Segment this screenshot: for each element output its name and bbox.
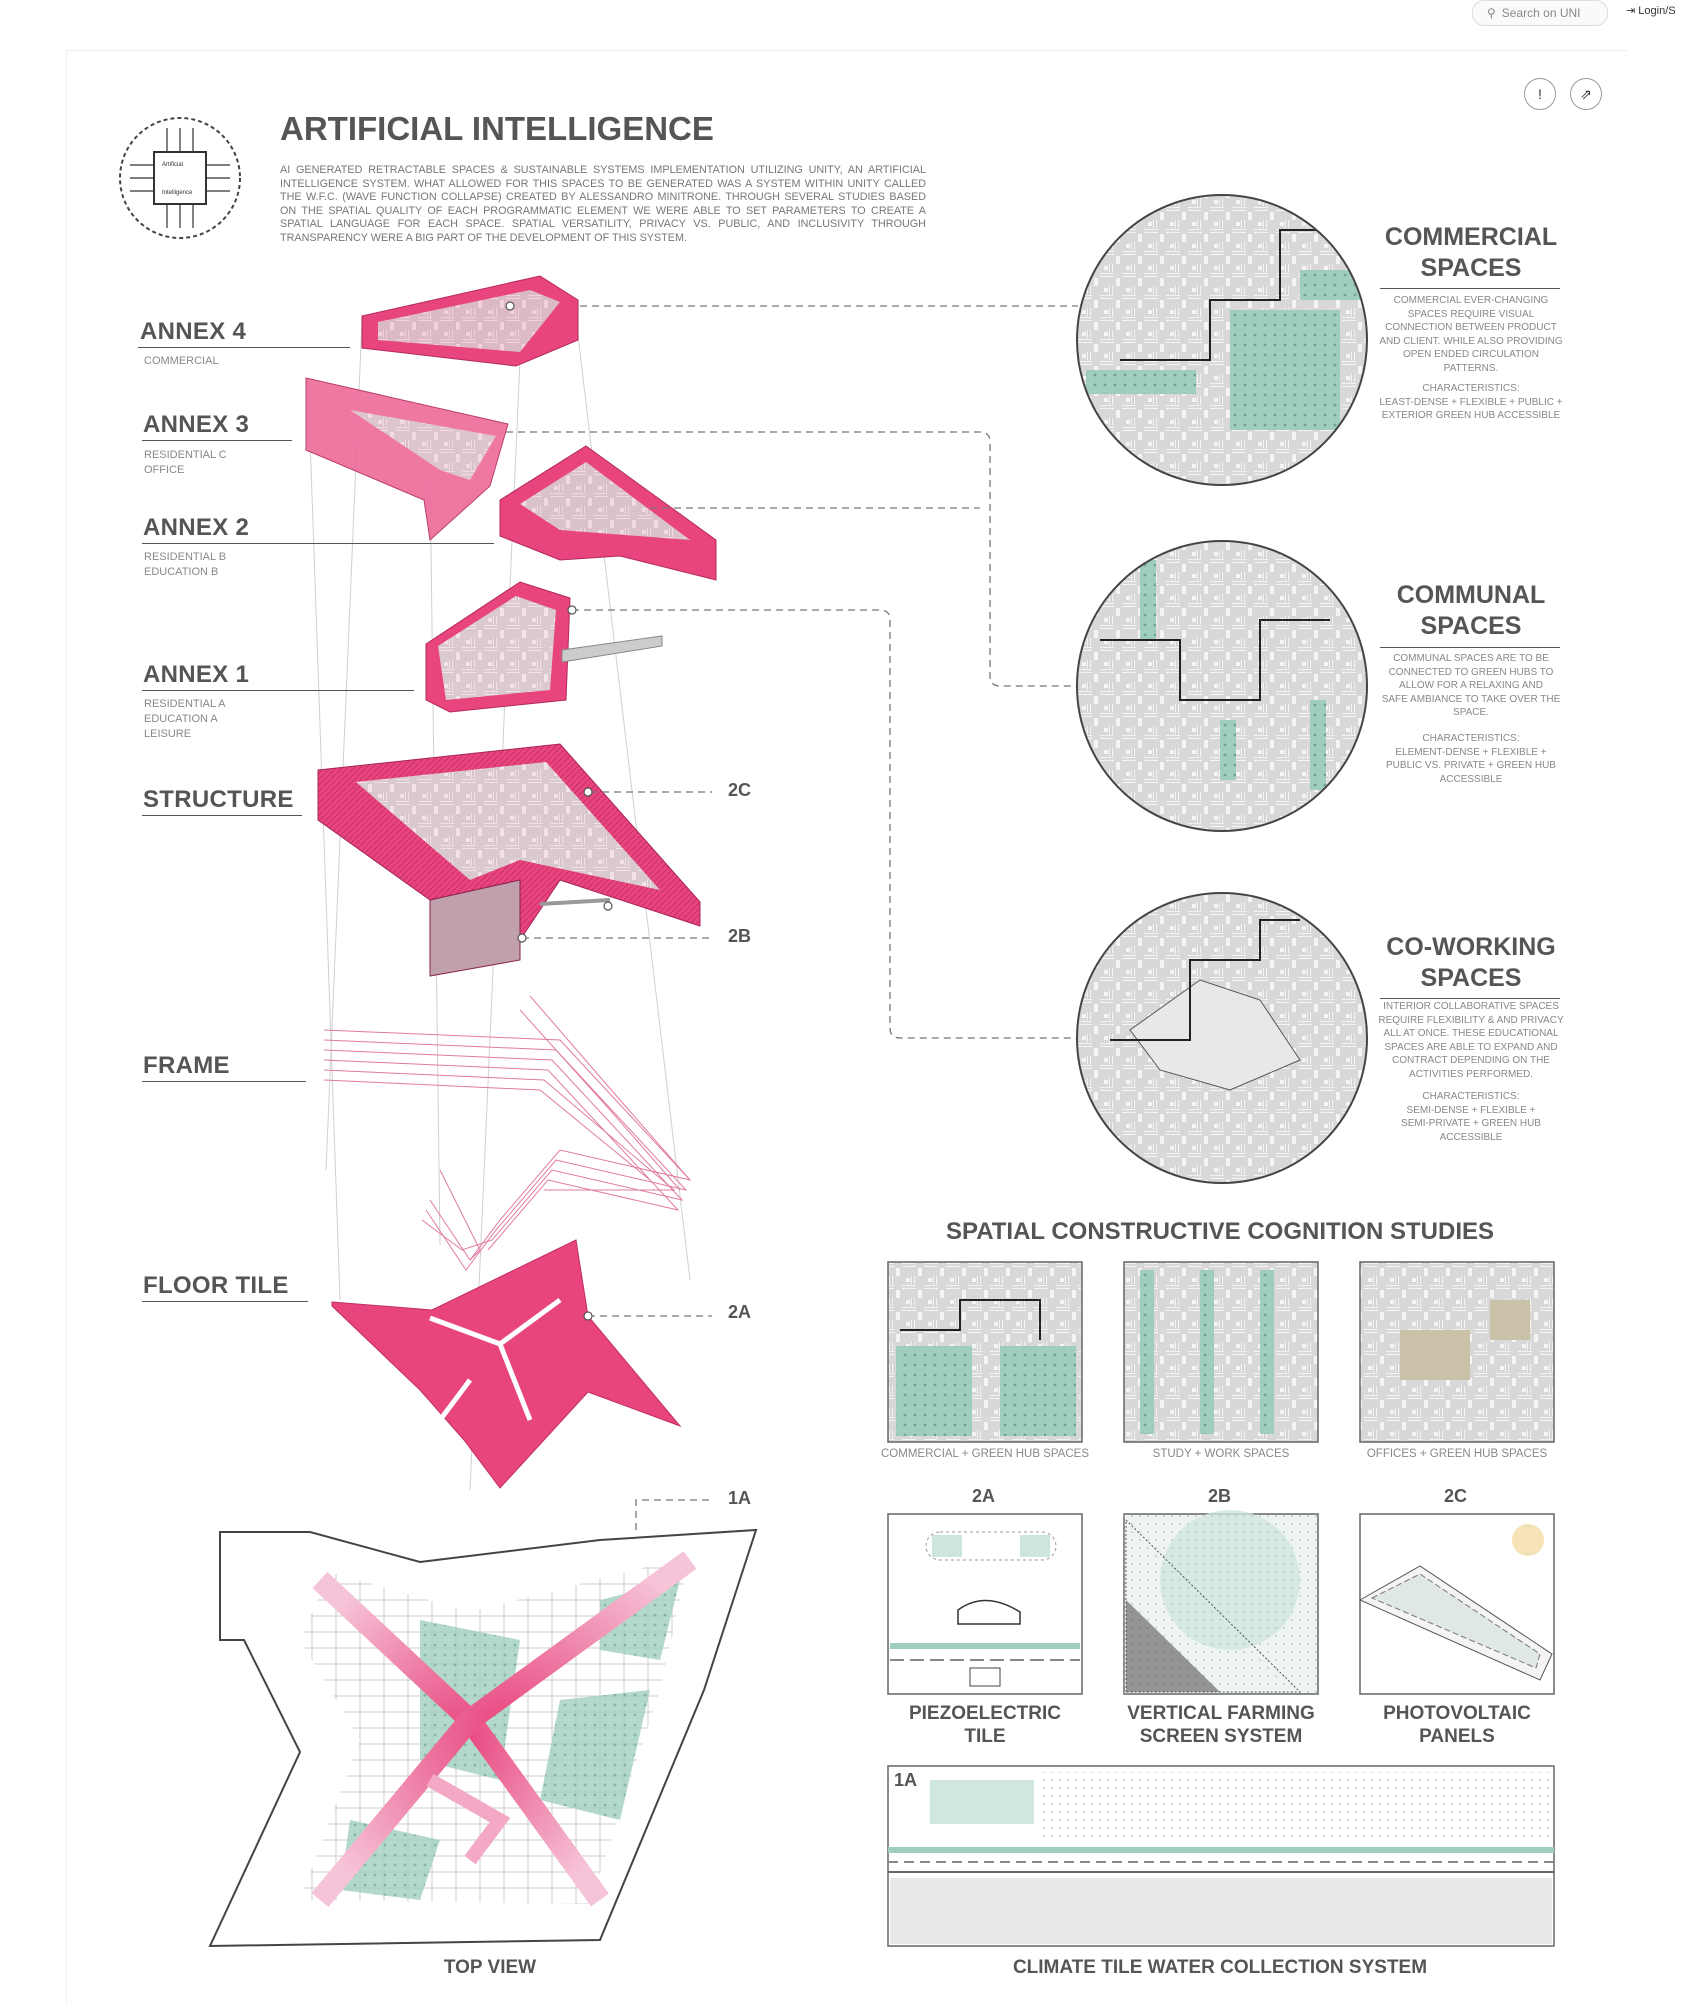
intro-text: AI GENERATED RETRACTABLE SPACES & SUSTAINABLE SYSTEMS IMPLEMENTATION UTILIZING UNITY, AN ARTIFICIAL INTELLIGENCE SYSTEM. WHAT ALLOWED FOR THIS SPACES TO BE GENERATED WAS A SYSTEM WITHIN UNITY CALLED THE W.F.C. (WAVE FUNCTION COLLAPSE) CREATED BY ALESSANDRO MINITRONE. THROUGH SEVERAL STUDIES BASED ON THE SPATIAL QUALITY OF EACH PROGRAMMATIC ELEMENT WE WERE ABLE TO SET PARAMETERS TO CREATE A SPATIAL LANGUAGE FOR EACH SPACE. SPATIAL VERSATILITY, PRIVACY VS. PUBLIC, AND INCLUSIVITY THROUGH TRANSPARENCY WERE A BIG PART OF THE DEVELOPMENT OF THIS SYSTEM. <box>280 164 926 244</box>
climate-code: 1A <box>894 1770 918 1790</box>
system-code-2b: 2B <box>1208 1486 1232 1506</box>
photovoltaic-label: PHOTOVOLTAIC PANELS <box>1383 1703 1531 1747</box>
commercial-characteristics: CHARACTERISTICS: LEAST-DENSE + FLEXIBLE + PUBLIC + EXTERIOR GREEN HUB ACCESSIBLE <box>1379 383 1563 421</box>
floor-tile-model <box>332 1240 680 1488</box>
coworking-desc: INTERIOR COLLABORATIVE SPACES REQUIRE FLEXIBILITY & AND PRIVACY ALL AT ONCE. THESE EDUCATIONAL SPACES ARE ABLE TO EXPAND AND CONTRACT DEPENDING ON THE ACTIVITIES PERFORMED. <box>1378 1001 1564 1080</box>
annex4-underline <box>138 347 350 348</box>
external-link-icon: ⇗ <box>1580 85 1592 102</box>
coworking-maze-circle <box>1076 892 1368 1184</box>
commercial-underline <box>1380 288 1560 289</box>
annex3-sub: RESIDENTIAL C OFFICE <box>144 449 227 476</box>
system-code-2a: 2A <box>972 1486 996 1506</box>
logo-text-2: Intelligence <box>162 190 193 196</box>
communal-characteristics: CHARACTERISTICS: ELEMENT-DENSE + FLEXIBLE + PUBLIC VS. PRIVATE + GREEN HUB ACCESSIBLE <box>1386 733 1556 785</box>
callout-1a: 1A <box>728 1488 752 1508</box>
studies-title: SPATIAL CONSTRUCTIVE COGNITION STUDIES <box>945 1218 1495 1245</box>
annex1-sub: RESIDENTIAL A EDUCATION A LEISURE <box>144 698 226 740</box>
photovoltaic-diagram <box>1360 1514 1554 1694</box>
floor-tile-label: FLOOR TILE <box>143 1272 289 1299</box>
study-caption-2: STUDY + WORK SPACES <box>1152 1448 1290 1460</box>
callout-2c: 2C <box>728 780 752 800</box>
structure-underline <box>142 815 302 816</box>
coworking-characteristics: CHARACTERISTICS: SEMI-DENSE + FLEXIBLE + SEMI-PRIVATE + GREEN HUB ACCESSIBLE <box>1401 1091 1541 1143</box>
piezoelectric-label: PIEZOELECTRIC TILE <box>908 1703 1061 1747</box>
communal-title: COMMUNAL SPACES <box>1396 581 1546 640</box>
floor-tile-underline <box>142 1301 308 1302</box>
annex2-sub: RESIDENTIAL B EDUCATION B <box>144 551 227 578</box>
commercial-title: COMMERCIAL SPACES <box>1384 223 1558 282</box>
study-box-study-work <box>1124 1262 1318 1442</box>
climate-caption: CLIMATE TILE WATER COLLECTION SYSTEM <box>1012 1957 1428 1978</box>
login-label: Login/S <box>1638 5 1676 17</box>
communal-maze-circle <box>1076 540 1368 832</box>
study-box-offices <box>1360 1262 1554 1442</box>
coworking-title: CO-WORKING SPACES <box>1386 933 1556 992</box>
search-icon: ⚲ <box>1487 6 1496 20</box>
annex2-model <box>500 446 716 580</box>
system-code-2c: 2C <box>1444 1486 1468 1506</box>
top-view-plan <box>210 1530 756 1946</box>
piezoelectric-diagram <box>888 1514 1082 1694</box>
annex1-underline <box>142 690 414 691</box>
annex3-model <box>306 378 508 540</box>
frame-label: FRAME <box>143 1052 230 1079</box>
annex3-label: ANNEX 3 <box>143 411 250 438</box>
alert-icon: ! <box>1538 86 1542 102</box>
climate-tile-diagram <box>888 1766 1554 1946</box>
annex1-model <box>426 582 662 712</box>
logo-text-1: Artificial <box>162 162 184 168</box>
annex3-underline <box>142 440 292 441</box>
vertical-farming-label: VERTICAL FARMING SCREEN SYSTEM <box>1127 1703 1315 1747</box>
communal-desc: COMMUNAL SPACES ARE TO BE CONNECTED TO GREEN HUBS TO ALLOW FOR A RELAXING AND SAFE AMBIANCE TO TAKE OVER THE SPACE. <box>1381 653 1561 718</box>
page-title: ARTIFICIAL INTELLIGENCE <box>280 110 714 147</box>
annex2-underline <box>142 543 494 544</box>
frame-model <box>324 996 690 1270</box>
commercial-maze-circle <box>1076 194 1368 486</box>
annex4-sub: COMMERCIAL <box>144 355 219 367</box>
annex1-label: ANNEX 1 <box>143 661 250 688</box>
structure-model <box>318 744 700 976</box>
study-caption-1: COMMERCIAL + GREEN HUB SPACES <box>881 1448 1089 1460</box>
ai-logo <box>120 118 240 238</box>
annex4-label: ANNEX 4 <box>140 318 247 345</box>
annex2-label: ANNEX 2 <box>143 514 250 541</box>
structure-label: STRUCTURE <box>143 786 294 813</box>
frame-underline <box>142 1081 306 1082</box>
callout-2b: 2B <box>728 926 752 946</box>
callout-2a: 2A <box>728 1302 752 1322</box>
vertical-farming-diagram <box>1124 1510 1318 1694</box>
login-icon: ⇥ <box>1626 5 1639 17</box>
commercial-desc: COMMERCIAL EVER-CHANGING SPACES REQUIRE VISUAL CONNECTION BETWEEN PRODUCT AND CLIENT. WHILE ALSO PROVIDING OPEN ENDED CIRCULATION PATTERNS. <box>1379 295 1563 374</box>
top-view-caption: TOP VIEW <box>443 1957 537 1978</box>
annex4-model <box>362 276 578 366</box>
communal-underline <box>1380 647 1560 648</box>
search-placeholder: Search on UNI <box>1501 6 1581 20</box>
coworking-underline <box>1380 998 1560 999</box>
study-box-commercial <box>888 1262 1082 1442</box>
study-caption-3: OFFICES + GREEN HUB SPACES <box>1366 1448 1548 1460</box>
